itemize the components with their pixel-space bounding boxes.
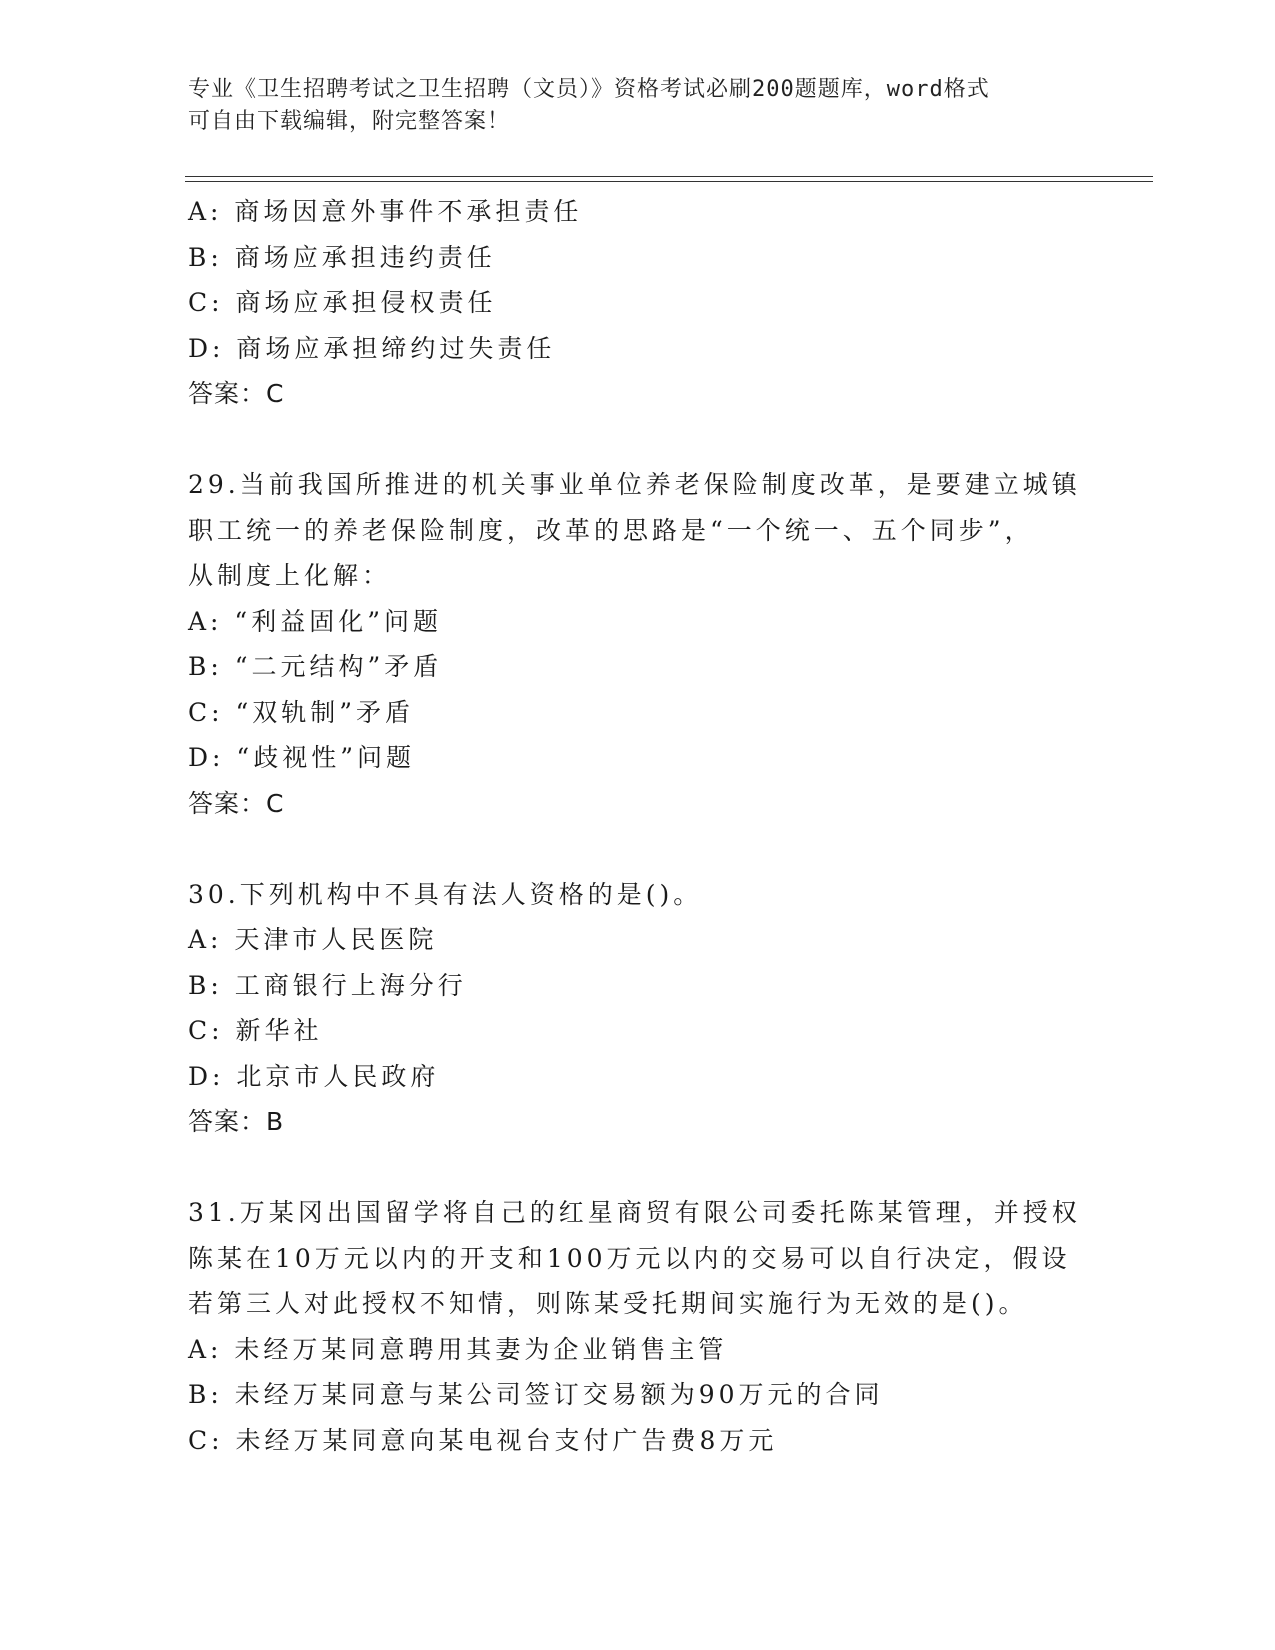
header-title-line-2: 可自由下载编辑，附完整答案！ xyxy=(188,109,511,134)
question-stem-line: 29.当前我国所推进的机关事业单位养老保险制度改革，是要建立城镇 xyxy=(188,470,1081,499)
question-stem-line: 从制度上化解： xyxy=(188,561,392,590)
option-c: C: 未经万某同意向某电视台支付广告费8万元 xyxy=(188,1425,778,1455)
question-29 xyxy=(188,462,1088,826)
option-a: A: 商场因意外事件不承担责任 xyxy=(188,197,583,226)
option-a: A: 天津市人民医院 xyxy=(188,925,438,954)
question-stem-line: 陈某在10万元以内的开支和100万元以内的交易可以自行决定，假设 xyxy=(188,1243,1071,1273)
header-divider-bottom xyxy=(185,181,1153,182)
header-title-line-1: 专业《卫生招聘考试之卫生招聘（文员）》资格考试必刷200题题库，word格式 xyxy=(188,77,990,102)
question-28 xyxy=(188,189,1088,417)
option-c: C: 新华社 xyxy=(188,1016,323,1045)
option-d: D: 商场应承担缔约过失责任 xyxy=(188,333,556,363)
option-d: D: 北京市人民政府 xyxy=(188,1061,440,1091)
header-divider-top xyxy=(185,176,1153,177)
option-c: C: 商场应承担侵权责任 xyxy=(188,288,497,317)
question-stem-line: 职工统一的养老保险制度，改革的思路是“一个统一、五个同步”， xyxy=(188,515,1034,545)
page-header xyxy=(188,74,1088,138)
spacer xyxy=(188,1145,1088,1191)
option-b: B: 商场应承担违约责任 xyxy=(188,242,496,272)
option-b: B: 未经万某同意与某公司签订交易额为90万元的合同 xyxy=(188,1380,884,1409)
option-b: B: “二元结构”矛盾 xyxy=(188,652,443,681)
answer: 答案：B xyxy=(188,1107,285,1136)
spacer xyxy=(188,826,1088,872)
option-c: C: “双轨制”矛盾 xyxy=(188,697,415,727)
question-stem-line: 若第三人对此授权不知情，则陈某受托期间实施行为无效的是()。 xyxy=(188,1289,1028,1318)
option-a: A: “利益固化”问题 xyxy=(188,606,442,636)
question-content xyxy=(188,189,1088,1463)
question-stem-line: 30.下列机构中不具有法人资格的是()。 xyxy=(188,879,703,909)
spacer xyxy=(188,417,1088,463)
question-30 xyxy=(188,872,1088,1145)
option-d: D: “歧视性”问题 xyxy=(188,743,415,772)
question-stem-line: 31.万某冈出国留学将自己的红星商贸有限公司委托陈某管理，并授权 xyxy=(188,1198,1081,1227)
answer: 答案：C xyxy=(188,379,285,408)
answer: 答案：C xyxy=(188,788,285,818)
question-31 xyxy=(188,1190,1088,1463)
option-b: B: 工商银行上海分行 xyxy=(188,970,467,1000)
option-a: A: 未经万某同意聘用其妻为企业销售主管 xyxy=(188,1334,728,1364)
